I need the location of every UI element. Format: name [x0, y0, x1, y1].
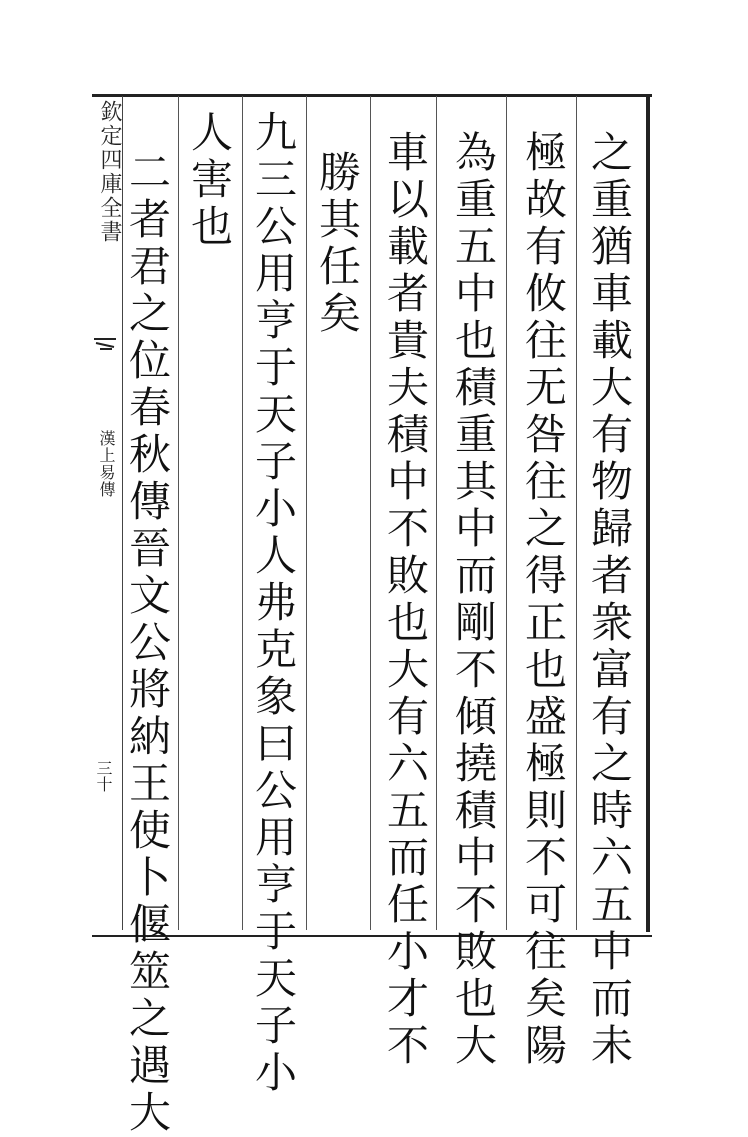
fold-mark-icon	[92, 335, 118, 351]
text-column-6: 九三公用亨于天子小人弗克象曰公用亨于天子小	[249, 110, 298, 1097]
column-rule	[178, 96, 179, 930]
page-frame	[92, 94, 652, 937]
column-rule	[370, 96, 371, 930]
column-rule	[576, 96, 577, 930]
margin-subtitle: 漢上易傳	[97, 430, 116, 498]
text-column-3: 為重五中也積重其中而剛不傾撓積中不敗也大	[449, 130, 498, 1070]
column-rule	[242, 96, 243, 930]
text-column-8: 二者君之位春秋傳晉文公將納王使卜偃筮之遇大	[123, 150, 172, 1137]
margin-title: 欽定四庫全書	[97, 100, 122, 244]
column-rule	[436, 96, 437, 930]
column-rule	[306, 96, 307, 930]
text-column-7: 人害也	[185, 110, 234, 251]
text-column-1: 之重猶車載大有物歸者衆富有之時六五中而未	[585, 130, 634, 1070]
margin-page-number: 三十	[94, 760, 113, 792]
right-border	[646, 94, 650, 932]
text-column-5: 勝其任矣	[313, 150, 362, 338]
text-column-2: 極故有攸往无咎往之得正也盛極則不可往矣陽	[519, 130, 568, 1070]
column-rule	[506, 96, 507, 930]
text-column-4: 車以載者貴夫積中不敗也大有六五而任小才不	[381, 130, 430, 1070]
